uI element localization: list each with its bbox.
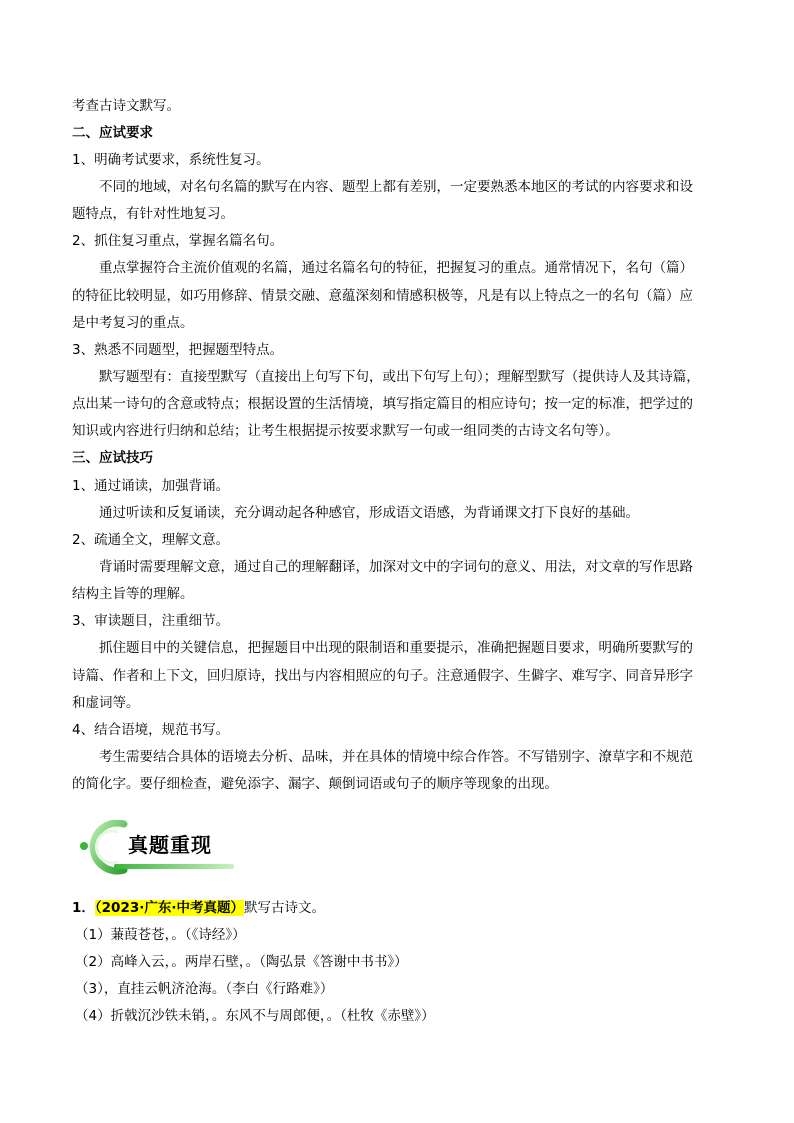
list-item: 3、熟悉不同题型，把握题型特点。 bbox=[72, 342, 284, 358]
list-item: 4、结合语境，规范书写。 bbox=[72, 722, 230, 738]
paragraph-line: 诗篇、作者和上下文，回归原诗，找出与内容相照应的句子。注意通假字、生僻字、难写字、同音异形字 bbox=[72, 668, 693, 684]
question-header bbox=[72, 898, 325, 918]
paragraph-line: 的简化字。要仔细检查，避免添字、漏字、颠倒词语或句子的顺序等现象的出现。 bbox=[72, 776, 558, 792]
paragraph-line: 题特点，有针对性地复习。 bbox=[72, 206, 234, 222]
question-prompt: 默写古诗文。 bbox=[244, 900, 325, 916]
question-item: （4）折戟沉沙铁未销，。东风不与周郎便，。（杜牧《赤壁》） bbox=[75, 1008, 435, 1024]
intro-text: 考查古诗文默写。 bbox=[72, 98, 180, 114]
question-source: （2023·广东·中考真题） bbox=[94, 900, 244, 916]
list-item: 1、明确考试要求，系统性复习。 bbox=[72, 152, 270, 168]
paragraph-line: 考生需要结合具体的语境去分析、品味，并在具体的情境中综合作答。不写错别字、潦草字和不规范 bbox=[99, 749, 693, 765]
paragraph-line: 点出某一诗句的含意或特点；根据设置的生活情境，填写指定篇目的相应诗句；按一定的标准，把学过的 bbox=[72, 396, 693, 412]
section-heading: 三、应试技巧 bbox=[72, 450, 153, 466]
paragraph-line: 和虚词等。 bbox=[72, 695, 140, 711]
list-item: 3、审读题目，注重细节。 bbox=[72, 613, 230, 629]
paragraph-line: 通过听读和反复诵读，充分调动起各种感官，形成语文语感，为背诵课文打下良好的基础。 bbox=[99, 505, 639, 521]
question-item: （3），直挂云帆济沧海。（李白《行路难》） bbox=[75, 981, 334, 997]
paragraph-line: 背诵时需要理解文意，通过自己的理解翻译，加深对文中的字词句的意义、用法，对文章的写作思路 bbox=[99, 559, 693, 575]
paragraph-line: 默写题型有：直接型默写（直接出上句写下句，或出下句写上句）；理解型默写（提供诗人及其诗篇， bbox=[99, 369, 700, 385]
paragraph-line: 知识或内容进行归纳和总结；让考生根据提示按要求默写一句或一组同类的古诗文名句等）。 bbox=[72, 423, 619, 439]
question-number: 1． bbox=[72, 900, 95, 916]
banner-title: 真题重现 bbox=[128, 833, 212, 857]
list-item: 2、疏通全文，理解文意。 bbox=[72, 532, 230, 548]
list-item: 1、通过诵读，加强背诵。 bbox=[72, 478, 230, 494]
paragraph-line: 不同的地域，对名句名篇的默写在内容、题型上都有差别，一定要熟悉本地区的考试的内容要求和设 bbox=[99, 179, 693, 195]
question-item: （1）蒹葭苍苍，。（《诗经》） bbox=[75, 927, 246, 943]
paragraph-line: 抓住题目中的关键信息，把握题目中出现的限制语和重要提示，准确把握题目要求，明确所要默写的 bbox=[99, 640, 693, 656]
paragraph-line: 结构主旨等的理解。 bbox=[72, 586, 194, 602]
section-heading: 二、应试要求 bbox=[72, 125, 153, 141]
question-item: （2）高峰入云，。两岸石壁，。（陶弘景《答谢中书书》） bbox=[75, 954, 408, 970]
paragraph-line: 重点掌握符合主流价值观的名篇，通过名篇名句的特征，把握复习的重点。通常情况下，名句（篇） bbox=[99, 260, 693, 276]
paragraph-line: 是中考复习的重点。 bbox=[72, 315, 194, 331]
list-item: 2、抓住复习重点，掌握名篇名句。 bbox=[72, 233, 284, 249]
paragraph-line: 的特征比较明显，如巧用修辞、情景交融、意蕴深刻和情感积极等，凡是有以上特点之一的名句（篇）应 bbox=[72, 288, 693, 304]
